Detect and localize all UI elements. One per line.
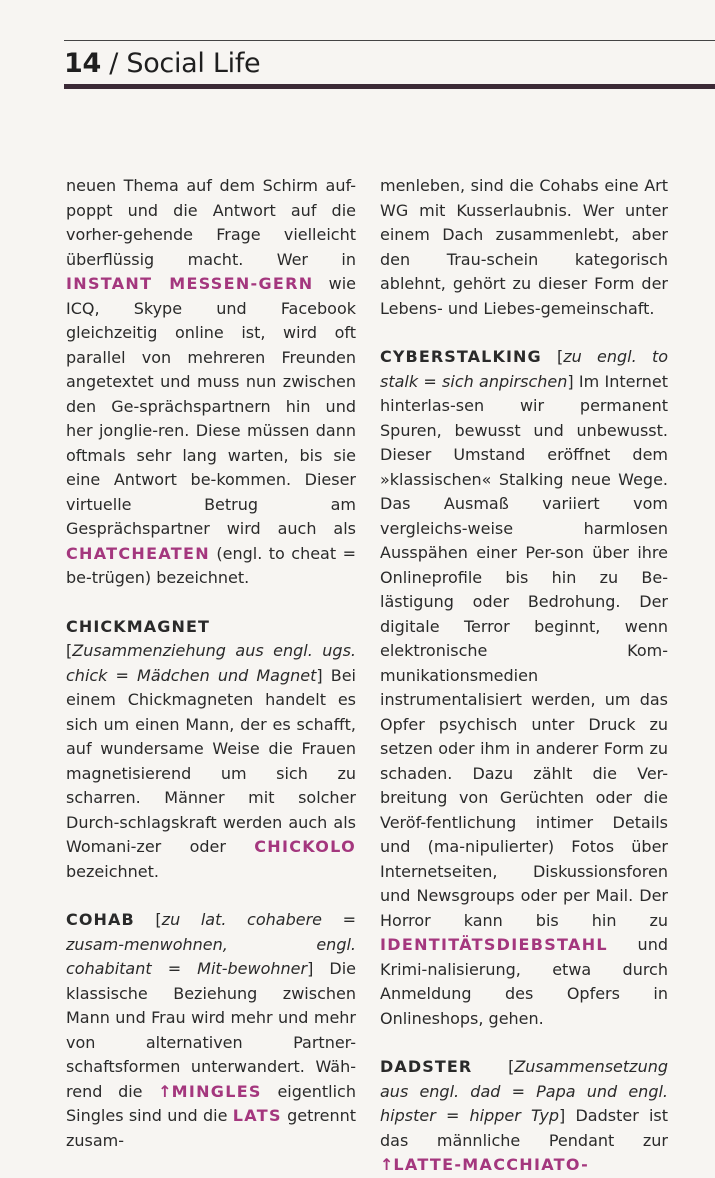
- headword-cohab: COHAB: [66, 910, 135, 929]
- running-header: [64, 47, 260, 81]
- entry-dadster: DADSTER [Zusammensetzung aus engl. dad = Papa und engl. hipster = hipper Typ] Dadster ist das männliche Pendant zur ↑LATTE-MACCHIATO-: [380, 1057, 668, 1174]
- left-column: [66, 174, 356, 1153]
- etymology-chickmagnet: Zusammenziehung aus engl. ugs. chick = Mädchen und Magnet: [66, 641, 356, 685]
- crossref-chickolo: CHICKOLO: [254, 837, 356, 856]
- entry-chickmagnet: CHICKMAGNET [Zusammenziehung aus engl. ugs. chick = Mädchen und Magnet] Bei einem Chickmagneten handelt es sich um einen Mann, der es schafft, auf wundersame Weise die Frauen magnetisierend um sich zu scharren. Männer mit solcher Durch-schlagskraft werden auch als Womani-zer oder CHICKOLO bezeichnet.: [66, 616, 357, 881]
- top-rule: [64, 40, 715, 41]
- etymology-dadster: Zusammensetzung aus engl. dad = Papa und engl. hipster = hipper Typ: [380, 1057, 668, 1125]
- right-column: [380, 174, 668, 1178]
- entry-cyberstalking: CYBERSTALKING [zu engl. to stalk = sich anpirschen] Im Internet hinterlas-sen wir permanent Spuren, bewusst und unbewusst. Dieser Umstand eröffnet dem »klassischen« Stalking neue Wege. Das Ausmaß variiert vom vergleichs-weise harmlosen Ausspähen einer Per-son über ihre Onlineprofile bis hin zu Be-lästigung oder Bedrohung. Der digitale Terror beginnt, wenn elektronische Kom-munikationsmedien instrumentalisiert werden, um das Opfer psychisch unter Druck zu setzen oder ihm in anderer Form zu schaden. Dazu zählt die Ver-breitung von Gerüchten oder die Veröf-fentlichung intimer Details und (ma-nipulierter) Fotos über Internetseiten, Diskussionsforen und Newsgroups oder per Mail. Der Horror kann bis hin zu IDENTITÄTSDIEBSTAHL und Krimi-nalisierung, etwa durch Anmeldung des Opfers in Onlineshops, gehen.: [380, 347, 669, 1028]
- up-arrow-icon: ↑: [158, 1081, 172, 1101]
- section-title: Social Life: [126, 48, 261, 79]
- intro-paragraph: neuen Thema auf dem Schirm auf-poppt und die Antwort auf die vorher-gehende Frage vielleicht überflüssig macht. Wer in INSTANT MESSEN-GERN wie ICQ, Skype und Facebook gleichzeitig online ist, wird oft parallel von mehreren Freunden angetextet und muss nun zwischen den Ge-sprächspartnern hin und her jonglie-ren. Diese müssen dann oftmals sehr lang warten, bis sie eine Antwort be-kommen. Dieser virtuelle Betrug am Gesprächspartner wird auch als CHATCHEATEN (engl. to cheat = be-trügen) bezeichnet.: [66, 176, 356, 587]
- header-separator: /: [100, 48, 127, 79]
- headword-chickmagnet: CHICKMAGNET: [66, 616, 210, 636]
- entry-cohab: COHAB [zu lat. cohabere = zusam-menwohnen, engl. cohabitant = Mit-bewohner] Die klassische Beziehung zwischen Mann und Frau wird mehr und mehr von alternativen Partner-schaftsformen unterwandert. Wäh-rend die ↑MINGLES eigentlich Singles sind und die LATS getrennt zusam-: [66, 910, 357, 1150]
- headword-dadster: DADSTER: [380, 1057, 473, 1076]
- crossref-identitaetsdiebstahl: IDENTITÄTSDIEBSTAHL: [380, 935, 608, 954]
- header-rule: [64, 84, 715, 89]
- cohab-continued-paragraph: menleben, sind die Cohabs eine Art WG mit Kusserlaubnis. Wer unter einem Dach zusammenlebt, aber den Trau-schein kategorisch ablehnt, gehört zu dieser Form der Lebens- und Liebes-gemeinschaft.: [380, 176, 668, 318]
- crossref-mingles: MINGLES: [171, 1081, 262, 1101]
- crossref-instant-messengern: INSTANT MESSEN-GERN: [66, 274, 314, 293]
- headword-cyberstalking: CYBERSTALKING: [380, 347, 542, 366]
- crossref-chatcheaten: CHATCHEATEN: [66, 543, 210, 563]
- up-arrow-icon: ↑: [380, 1155, 394, 1174]
- page-number: 14: [64, 48, 101, 79]
- etymology-cyberstalking: zu engl. to stalk = sich anpirschen: [380, 347, 669, 391]
- crossref-latte-macchiato: LATTE-MACCHIATO-: [393, 1155, 590, 1174]
- crossref-lats: LATS: [232, 1106, 282, 1125]
- etymology-cohab: zu lat. cohabere = zusam-menwohnen, engl. cohabitant = Mit-bewohner: [66, 910, 357, 978]
